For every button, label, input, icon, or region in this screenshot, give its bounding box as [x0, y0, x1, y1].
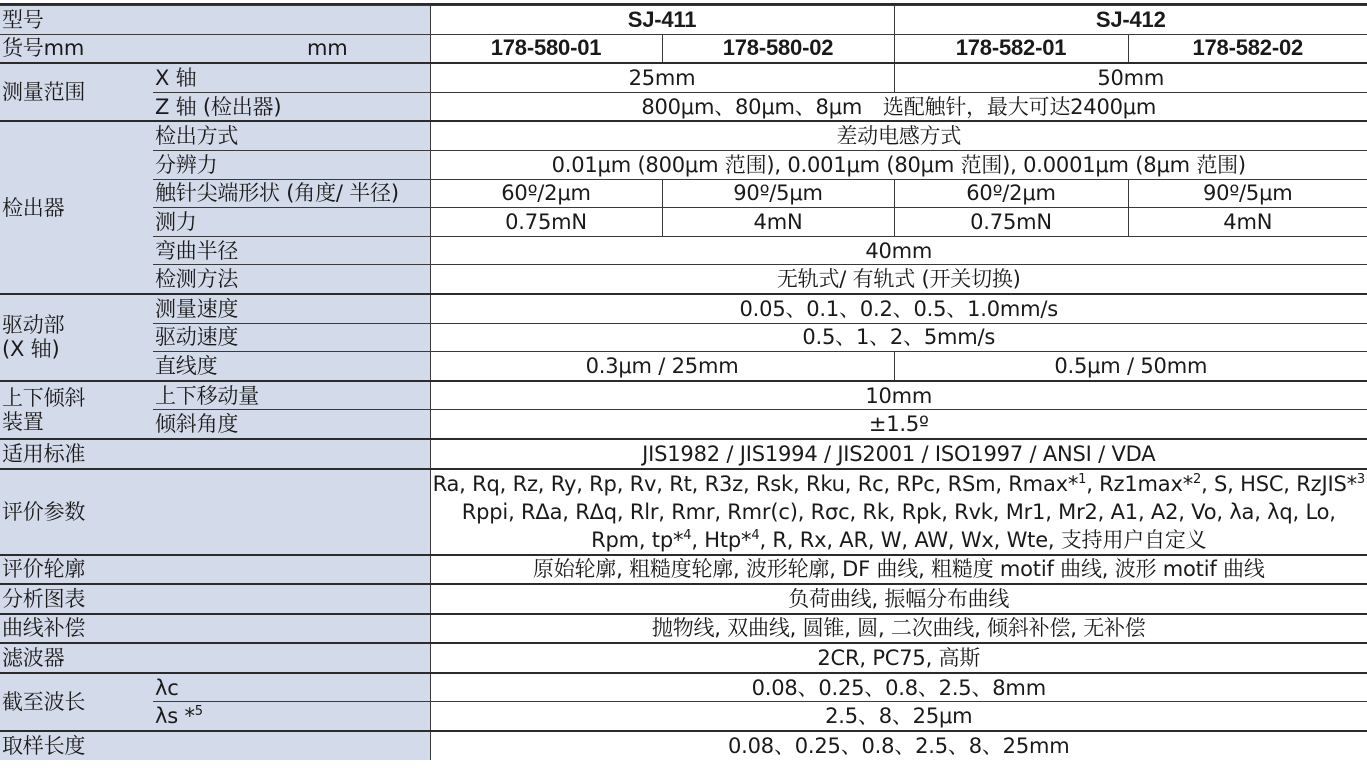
- row-filter: [0, 643, 1367, 673]
- cutoff-lc-label: λc: [153, 673, 430, 702]
- angle-label: 倾斜角度: [153, 410, 430, 439]
- row-detector-method: [0, 121, 1367, 150]
- params-value: [430, 469, 1367, 555]
- row-cutoff-ls: [0, 702, 1367, 731]
- compensation-value: 抛物线, 双曲线, 圆锥, 圆, 二次曲线, 倾斜补偿, 无补偿: [430, 614, 1367, 644]
- params-line-1a: Ra, Rq, Rz, Ry, Rp, Rv, Rt, R3z, Rsk, Rku, Rc, RPc, RSm, Rmax*: [432, 471, 1079, 496]
- params-line-3: [433, 526, 1366, 554]
- params-label: 评价参数: [0, 469, 430, 555]
- sampling-value: 0.08、0.25、0.8、2.5、8、25mm: [430, 731, 1367, 760]
- range-x-412: 50mm: [894, 63, 1367, 92]
- model-label: 型号: [0, 6, 430, 35]
- params-line-1c: , S, HSC, RzJIS*: [1201, 471, 1357, 496]
- params-sup-1: 1: [1078, 471, 1087, 487]
- tip-value-1: 60º/2μm: [430, 179, 662, 208]
- tip-label: 触针尖端形状 (角度/ 半径): [153, 179, 430, 208]
- tilt-label-line1: 上下倾斜: [2, 385, 86, 410]
- row-detector-detect: [0, 265, 1367, 294]
- sampling-label: 取样长度: [0, 731, 430, 760]
- bend-label: 弯曲半径: [153, 236, 430, 265]
- angle-value: ±1.5º: [430, 410, 1367, 439]
- range-x-label: X 轴: [153, 63, 430, 92]
- row-sampling: [0, 731, 1367, 760]
- range-x-411: 25mm: [430, 63, 894, 92]
- part-178-580-01: 178-580-01: [430, 34, 662, 63]
- params-line-1b: , Rz1max*: [1086, 471, 1193, 496]
- filter-label: 滤波器: [0, 643, 430, 673]
- row-detector-bend: [0, 236, 1367, 265]
- row-detector-tip: [0, 179, 1367, 208]
- drive-label-line1: 驱动部: [2, 313, 65, 338]
- force-value-1: 0.75mN: [430, 208, 662, 237]
- compensation-label: 曲线补偿: [0, 614, 430, 644]
- part-178-582-02: 178-582-02: [1128, 34, 1367, 63]
- row-detector-resolution: [0, 150, 1367, 179]
- part-178-582-01: 178-582-01: [894, 34, 1128, 63]
- params-line-3a: Rpm, tp*: [591, 527, 684, 552]
- bend-value: 40mm: [430, 236, 1367, 265]
- cutoff-ls-label-cell: [153, 702, 430, 731]
- header-row-part: [0, 34, 1367, 63]
- cutoff-ls-sup: 5: [194, 704, 203, 720]
- standard-value: JIS1982 / JIS1994 / JIS2001 / ISO1997 / ANSI / VDA: [430, 439, 1367, 469]
- force-label: 测力: [153, 208, 430, 237]
- detector-method-value: 差动电感方式: [430, 121, 1367, 150]
- straight-412: 0.5μm / 50mm: [894, 352, 1367, 381]
- detect-value: 无轨式/ 有轨式 (开关切换): [430, 265, 1367, 294]
- profile-label: 评价轮廓: [0, 555, 430, 585]
- speed-value: 0.05、0.1、0.2、0.5、1.0mm/s: [430, 294, 1367, 323]
- row-tilt-angle: [0, 410, 1367, 439]
- row-range-z: [0, 92, 1367, 121]
- resolution-label: 分辨力: [153, 150, 430, 179]
- row-compensation: [0, 614, 1367, 644]
- detector-label: 检出器: [0, 121, 153, 294]
- force-value-4: 4mN: [1128, 208, 1367, 237]
- detect-label: 检测方法: [153, 265, 430, 294]
- params-sup-5: 4: [751, 527, 760, 543]
- move-label: 上下移动量: [153, 381, 430, 410]
- params-line-3b: , Htp*: [691, 527, 752, 552]
- filter-value: 2CR, PC75, 高斯: [430, 643, 1367, 673]
- part-label-cell: [0, 34, 430, 63]
- cutoff-ls-value: 2.5、8、25μm: [430, 702, 1367, 731]
- drive-speed-value: 0.5、1、2、5mm/s: [430, 323, 1367, 352]
- drive-speed-label: 驱动速度: [153, 323, 430, 352]
- header-row-model: [0, 6, 1367, 35]
- resolution-value: 0.01μm (800μm 范围), 0.001μm (80μm 范围), 0.0001μm (8μm 范围): [430, 150, 1367, 179]
- row-drive-straight: [0, 352, 1367, 381]
- tip-value-4: 90º/5μm: [1128, 179, 1367, 208]
- straight-411: 0.3μm / 25mm: [430, 352, 894, 381]
- move-value: 10mm: [430, 381, 1367, 410]
- cutoff-ls-label: λs *: [155, 704, 195, 729]
- row-params: [0, 469, 1367, 555]
- part-label: 货号mm: [2, 36, 85, 61]
- row-drive-drive-speed: [0, 323, 1367, 352]
- row-range-x: [0, 63, 1367, 92]
- row-standard: [0, 439, 1367, 469]
- range-z-label: Z 轴 (检出器): [153, 92, 430, 121]
- params-line-3c: , R, Rx, AR, W, AW, Wx, Wte, 支持用户自定义: [759, 527, 1207, 552]
- row-profile: [0, 555, 1367, 585]
- spec-table: [0, 5, 1367, 760]
- force-value-2: 4mN: [662, 208, 894, 237]
- chart-value: 负荷曲线, 振幅分布曲线: [430, 584, 1367, 614]
- tip-value-3: 60º/2μm: [894, 179, 1128, 208]
- range-z-value: 800μm、80μm、8μm 选配触针，最大可达2400μm: [430, 92, 1367, 121]
- model-sj411: SJ-411: [430, 6, 894, 35]
- row-chart: [0, 584, 1367, 614]
- tip-value-2: 90º/5μm: [662, 179, 894, 208]
- params-line-2: Rppi, RΔa, RΔq, Rlr, Rmr, Rmr(c), Rσc, Rk, Rpk, Rvk, Mr1, Mr2, A1, A2, Vo, λa, λq, Lo,: [461, 499, 1336, 524]
- force-value-3: 0.75mN: [894, 208, 1128, 237]
- range-label: 测量范围: [0, 63, 153, 121]
- cutoff-label: 截至波长: [0, 673, 153, 731]
- params-sup-2: 2: [1193, 471, 1202, 487]
- profile-value: 原始轮廓, 粗糙度轮廓, 波形轮廓, DF 曲线, 粗糙度 motif 曲线, 波形 motif 曲线: [430, 555, 1367, 585]
- cutoff-lc-value: 0.08、0.25、0.8、2.5、8mm: [430, 673, 1367, 702]
- row-cutoff-lc: [0, 673, 1367, 702]
- params-sup-4: 4: [683, 527, 692, 543]
- tilt-label-line2: 装置: [2, 409, 44, 434]
- row-drive-speed: [0, 294, 1367, 323]
- drive-label: [0, 294, 153, 381]
- standard-label: 适用标准: [0, 439, 430, 469]
- params-line-1: [433, 470, 1366, 498]
- part-178-580-02: 178-580-02: [662, 34, 894, 63]
- straight-label: 直线度: [153, 352, 430, 381]
- tilt-label: [0, 381, 153, 439]
- drive-label-line2: (X 轴): [2, 337, 60, 362]
- row-tilt-move: [0, 381, 1367, 410]
- chart-label: 分析图表: [0, 584, 430, 614]
- model-sj412: SJ-412: [894, 6, 1367, 35]
- detector-method-label: 检出方式: [153, 121, 430, 150]
- params-sup-3: 3: [1356, 471, 1365, 487]
- speed-label: 测量速度: [153, 294, 430, 323]
- part-unit: mm: [307, 36, 348, 61]
- row-detector-force: [0, 208, 1367, 237]
